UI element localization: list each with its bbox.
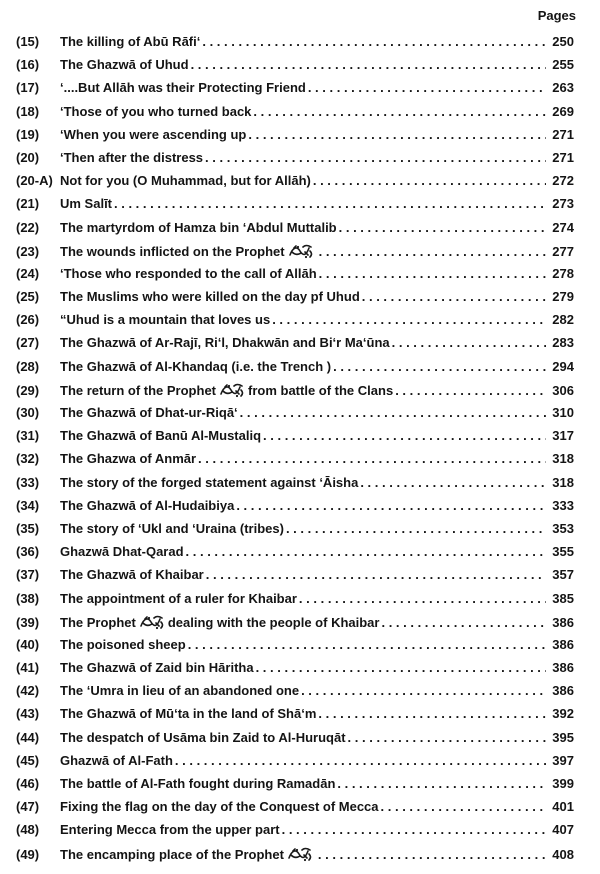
toc-entry-title-text: The killing of Abū Rāfi‘ [60,34,201,49]
toc-entry-number: (28) [16,358,40,374]
toc-entry-number: (22) [16,219,40,235]
toc-entry-title-text: The story of the forged statement against ‘Āisha [60,474,359,490]
toc-entry [16,359,574,382]
dot-leader [282,822,546,837]
toc-entry-title-text: Not for you (O Muhammad, but for Allāh) [60,173,311,189]
toc-entry-title-text: The Ghazwā of Uhud [60,57,189,73]
toc-entry-title-text: Fixing the flag on the day of the Conquest of Mecca [60,799,379,815]
toc-entry-number: (20-A) [16,173,53,189]
dot-leader [263,428,546,443]
toc-entry-title-text: The story of ‘Ukl and ‘Uraina (tribes) [60,520,284,536]
toc-entry-page-number: 397 [552,752,574,768]
toc-entry-title [58,359,331,374]
toc-entry [16,312,574,335]
calligraphy-seal-icon [288,243,314,259]
toc-entry-title [58,57,189,72]
toc-entry-title-text: ‘Then after the distress [60,149,204,165]
toc-entry-number: (24) [16,265,40,281]
toc-entry-page-number: 386 [552,660,574,676]
toc-entry-page-number: 395 [552,729,574,745]
toc-entry-number: (45) [16,752,40,768]
toc-entry-number: (19) [16,126,40,142]
toc-entry-page-number: 399 [552,776,574,791]
toc-entry-number: (16) [16,57,40,73]
toc-entry [16,683,574,706]
toc-entry-title [58,104,251,119]
toc-entry-number: (44) [16,729,40,745]
toc-entry-title [58,799,379,814]
toc-entry-title-text: The appointment of a ruler for Khaibar [60,590,297,606]
toc-entry-page-number: 386 [552,683,574,699]
dot-leader [319,266,546,281]
toc-entry-title-text: The wounds inflicted on the Prophet [60,243,285,259]
toc-entry-title [58,196,112,211]
toc-entry-number: (31) [16,428,40,444]
toc-entry-title [58,405,238,420]
dot-leader [362,289,546,304]
toc-entry-page-number: 272 [552,173,574,189]
toc-entry [16,706,574,729]
toc-entry-page-number: 278 [552,265,574,281]
toc-entry-title-text: ‘Those of you who turned back [60,103,252,119]
toc-entry-title-text: ‘....But Allāh was their Protecting Friend [60,80,306,96]
toc-entry [16,266,574,289]
dot-leader [339,220,546,235]
toc-entry-title-text: The poisoned sheep [60,636,186,652]
toc-entry-page-number: 271 [552,149,574,165]
toc-entry-title-text: ‘When you were ascending up [60,126,247,142]
toc-entry-page-number: 306 [552,382,574,398]
toc-entry-title [58,312,270,327]
toc-entry-number: (42) [16,683,40,699]
toc-entry-title-text: The battle of Al-Fath fought during Ramadān [60,776,336,791]
toc-entry-number: (17) [16,80,40,96]
toc-entry [16,57,574,80]
dot-leader [301,683,546,698]
toc-entry [16,846,574,869]
toc-entry [16,127,574,150]
toc-entry-title-text: Ghazwā Dhat-Qarad [60,544,184,560]
toc-entry-title-text: The ‘Umra in lieu of an abandoned one [60,683,300,699]
toc-entry-number: (32) [16,451,40,467]
toc-entry-title [58,521,284,536]
toc-entry-title-text: Entering Mecca from the upper part [60,822,280,838]
toc-entry [16,243,574,266]
dot-leader [308,80,546,95]
toc-entry [16,104,574,127]
toc-entry [16,591,574,614]
toc-entry-title [58,683,299,698]
toc-entry-title [58,822,280,837]
toc-entry-title [58,544,184,559]
toc-entry [16,567,574,590]
toc-entry-title [58,266,317,281]
toc-entry-page-number: 274 [552,219,574,235]
toc-entry-title-text: The Ghazwā of Mū‘ta in the land of Shā‘m [60,706,317,722]
toc-entry-page-number: 392 [552,706,574,722]
toc-entry-title-text: ‘Those who responded to the call of Allāh [60,265,317,281]
calligraphy-seal-icon [219,382,245,398]
dot-leader [186,544,546,559]
dot-leader [392,335,546,350]
toc-entry [16,196,574,219]
toc-entry-title [58,637,186,652]
dot-leader [299,591,546,606]
toc-entry [16,799,574,822]
toc-entry-title [58,173,311,188]
toc-entry-page-number: 333 [552,497,574,513]
toc-entry-title [58,498,234,513]
toc-entry-page-number: 271 [552,126,574,142]
toc-entry-page-number: 353 [552,520,574,536]
toc-entry-number: (18) [16,103,40,119]
dot-leader [313,173,546,188]
toc-entry-title-text: Um Salīt [60,196,113,212]
dot-leader [248,127,546,142]
toc-entry-number: (23) [16,243,40,259]
toc-entry-number: (35) [16,520,40,536]
toc-entry-title-text: The Ghazwā of Al-Hudaibiya [60,497,235,513]
dot-leader [236,498,546,513]
toc-entry-title [58,776,335,791]
toc-entry-title-text: The encamping place of the Prophet [60,846,284,862]
toc-entry-number: (43) [16,706,40,722]
toc-entry-page-number: 317 [552,428,574,444]
toc-entry-page-number: 273 [552,196,574,212]
toc-entry-page-number: 407 [552,822,574,838]
calligraphy-seal-icon [139,614,165,630]
toc-entry-title-text: The Ghazwā of Banū Al-Mustaliq [60,428,262,444]
dot-leader [319,244,546,259]
dot-leader [202,34,546,49]
dot-leader [381,799,546,814]
dot-leader [286,521,546,536]
toc-entry-title-text: The Ghazwā of Ar-Rajī, Ri‘l, Dhakwān and Bi‘r Ma‘ūna [60,335,390,351]
dot-leader [188,637,546,652]
toc-entry-title [58,335,390,350]
toc-entry [16,544,574,567]
dot-leader [114,196,546,211]
toc-entry [16,475,574,498]
pages-column-header: Pages [537,8,576,23]
toc-entry-page-number: 318 [552,451,574,467]
toc-entry [16,521,574,544]
toc-entry-page-number: 283 [552,335,574,351]
dot-leader [348,730,546,745]
toc-entry-title [58,753,173,768]
toc-entry-number: (29) [16,382,40,398]
toc-entry-page-number: 386 [552,636,574,652]
toc-entry [16,173,574,196]
toc-entry-page-number: 294 [552,358,574,374]
toc-entry-number: (41) [16,660,40,676]
toc-entry [16,822,574,845]
toc-entry-title [58,846,316,862]
toc-entry-title-text: The Ghazwā of Khaibar [60,567,204,583]
toc-entry-title-text: The Ghazwā of Al-Khandaq (i.e. the Trench ) [60,358,332,374]
toc-entry-page-number: 386 [552,614,574,630]
dot-leader [205,150,546,165]
toc-entry [16,220,574,243]
toc-entry [16,776,574,799]
toc-entry-title [58,289,360,304]
toc-entry [16,80,574,103]
toc-entry-page-number: 282 [552,312,574,328]
dot-leader [240,405,546,420]
toc-entry-page-number: 408 [552,846,574,862]
toc-entry-title [58,567,204,582]
toc-entry-number: (25) [16,289,40,305]
toc-entry-title-text: The Prophet [60,614,136,630]
toc-entry-title-text: Ghazwā of Al-Fath [60,752,173,768]
toc-entry-number: (37) [16,567,40,583]
toc-entry [16,753,574,776]
toc-entry-page-number: 401 [552,799,574,815]
toc-entry-title-text: The Ghazwa of Anmār [60,451,197,467]
dot-leader [318,847,546,862]
toc-entry-title [58,80,306,95]
dot-leader [253,104,546,119]
toc-entry-title-text: The Ghazwā of Dhat-ur-Riqā‘ [60,405,238,420]
toc-entry-title [58,34,200,49]
dot-leader [318,706,546,721]
toc-entry-page-number: 250 [552,34,574,49]
toc-entry-number: (49) [16,846,40,862]
toc-entry-title [58,475,358,490]
toc-entry-number: (33) [16,474,40,490]
toc-entry-page-number: 255 [552,57,574,73]
toc-entry-number: (40) [16,636,40,652]
toc-entry [16,637,574,660]
toc-entry-title [58,451,196,466]
toc-entry [16,150,574,173]
toc-entry-title [58,127,246,142]
dot-leader [206,567,546,582]
toc-entry-title-continuation: from battle of the Clans [248,382,394,398]
toc-entry [16,730,574,753]
toc-entry-title-text: The Ghazwā of Zaid bin Hāritha [60,660,254,676]
toc-entry-number: (15) [16,34,40,49]
toc-entry-page-number: 310 [552,405,574,420]
dot-leader [333,359,546,374]
toc-entry-title [58,150,203,165]
toc-entry-number: (36) [16,544,40,560]
toc-entry-title [58,706,316,721]
toc-entry [16,428,574,451]
toc-entry-title-text: “Uhud is a mountain that loves us [60,312,271,328]
toc-entry [16,451,574,474]
toc-entry-page-number: 277 [552,243,574,259]
toc-entry-title [58,220,337,235]
toc-entry [16,660,574,683]
toc-entry-title [58,243,317,259]
toc-entry-title [58,382,393,398]
toc-entry-title-text: The despatch of Usāma bin Zaid to Al-Huruqāt [60,729,346,745]
dot-leader [175,753,546,768]
dot-leader [381,615,546,630]
toc-entry-number: (39) [16,614,40,630]
table-of-contents [16,34,574,869]
toc-entry [16,405,574,428]
toc-entry-number: (21) [16,196,40,212]
toc-entry-title [58,428,261,443]
dot-leader [360,475,546,490]
toc-entry-title [58,591,297,606]
dot-leader [256,660,546,675]
toc-entry-title [58,614,379,630]
toc-entry [16,34,574,57]
toc-entry [16,382,574,405]
toc-entry-title-continuation: dealing with the people of Khaibar [167,614,380,630]
toc-entry-number: (46) [16,776,40,791]
toc-entry-number: (47) [16,799,40,815]
toc-entry-page-number: 385 [552,590,574,606]
toc-entry-title [58,730,346,745]
toc-entry-number: (26) [16,312,40,328]
toc-entry-number: (27) [16,335,40,351]
toc-entry-page-number: 357 [552,567,574,583]
toc-entry-title [58,660,254,675]
toc-entry [16,289,574,312]
toc-entry [16,614,574,637]
dot-leader [337,776,546,791]
toc-entry [16,498,574,521]
toc-entry-page-number: 263 [552,80,574,96]
toc-entry-title-text: The Muslims who were killed on the day pf Uhud [60,289,360,305]
toc-entry-number: (48) [16,822,40,838]
dot-leader [191,57,546,72]
toc-entry-page-number: 355 [552,544,574,560]
dot-leader [272,312,546,327]
dot-leader [395,383,546,398]
calligraphy-seal-icon [287,846,313,862]
toc-entry-page-number: 269 [552,103,574,119]
toc-entry [16,335,574,358]
toc-entry-page-number: 279 [552,289,574,305]
toc-entry-page-number: 318 [552,474,574,490]
toc-entry-title-text: The return of the Prophet [60,382,216,398]
dot-leader [198,451,546,466]
toc-entry-number: (38) [16,590,40,606]
toc-entry-number: (20) [16,149,40,165]
toc-entry-title-text: The martyrdom of Hamza bin ‘Abdul Muttalib [60,219,337,235]
toc-entry-number: (30) [16,405,40,420]
toc-entry-number: (34) [16,497,40,513]
